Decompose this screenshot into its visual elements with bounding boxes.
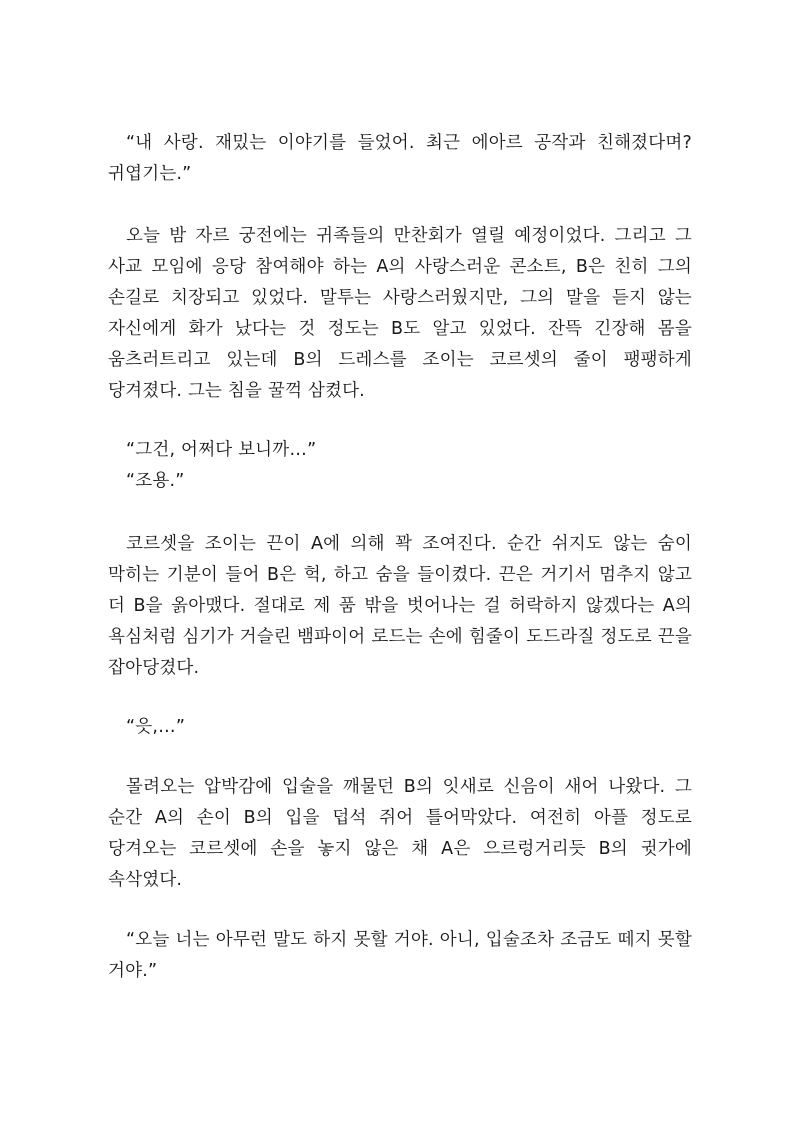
paragraph-narration-2: 코르셋을 조이는 끈이 A에 의해 꽉 조여진다. 순간 쉬지도 않는 숨이 막히는 기분이 들어 B은 헉, 하고 숨을 들이켰다. 끈은 거기서 멈추지 않고 더 B을 옭아맸다. 절대로 제 품 밖을 벗어나는 걸 허락하지 않겠다는 A의 욕심처럼 심기가 거슬린 뱀파이어 로드는 손에 힘줄이 도드라질 정도로 끈을 잡아당겼다. xyxy=(108,534,692,678)
paragraph-narration-1: 오늘 밤 자르 궁전에는 귀족들의 만찬회가 열릴 예정이었다. 그리고 그 사교 모임에 응당 참여해야 하는 A의 사랑스러운 콘소트, B은 친히 그의 손길로 치장되고 있었다. 말투는 사랑스러웠지만, 그의 말을 듣지 않는 자신에게 화가 났다는 것 정도는 B도 알고 있었다. 잔뜩 긴장해 몸을 움츠러트리고 있는데 B의 드레스를 조이는 코르셋의 줄이 팽팽하게 당겨졌다. 그는 침을 꿀꺽 삼켰다. xyxy=(108,226,692,401)
paragraph-dialogue-3: “조용.” xyxy=(126,471,185,491)
paragraph-dialogue-4: “읏,…” xyxy=(126,717,186,737)
paragraph-dialogue-5: “오늘 너는 아무런 말도 하지 못할 거야. 아니, 입술조차 조금도 떼지 못할 거야.” xyxy=(108,930,692,981)
paragraph-dialogue-1: “내 사랑. 재밌는 이야기를 들었어. 최근 에아르 공작과 친해졌다며? 귀엽기는.” xyxy=(108,133,692,184)
paragraph-narration-3: 몰려오는 압박감에 입술을 깨물던 B의 잇새로 신음이 새어 나왔다. 그 순간 A의 손이 B의 입을 덥석 쥐어 틀어막았다. 여전히 아플 정도로 당겨오는 코르셋에 손을 놓지 않은 채 A은 으르렁거리듯 B의 귓가에 속삭였다. xyxy=(108,777,692,890)
paragraph-dialogue-2: “그건, 어쩌다 보니까…” xyxy=(126,440,317,460)
